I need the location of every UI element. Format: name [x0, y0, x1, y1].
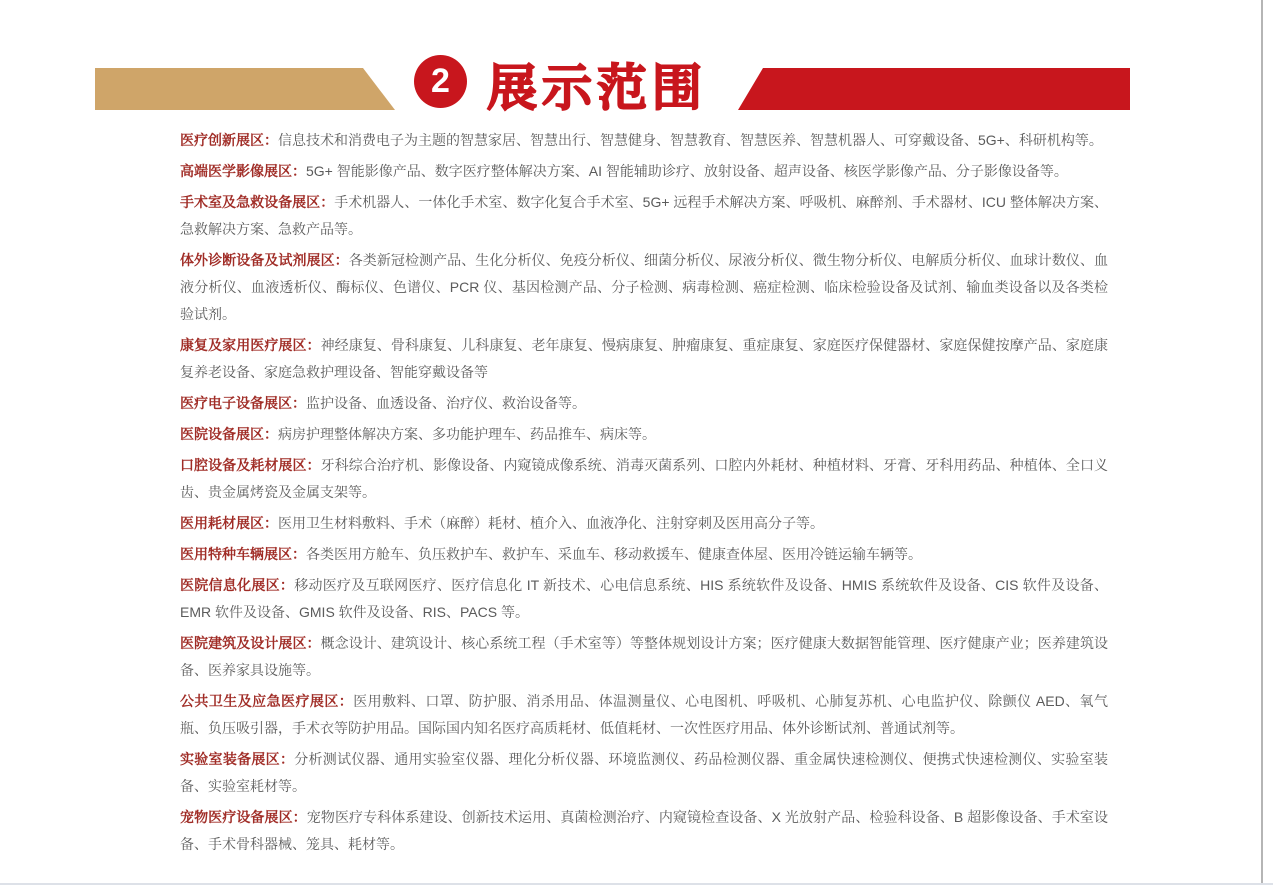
section-banner — [0, 0, 1273, 120]
zone-label: 公共卫生及应急医疗展区： — [180, 693, 354, 709]
zone-label: 手术室及急救设备展区： — [180, 194, 335, 210]
zone-label: 康复及家用医疗展区： — [180, 337, 321, 353]
zone-label: 医疗电子设备展区： — [180, 395, 306, 411]
zone-description: 手术机器人、一体化手术室、数字化复合手术室、5G+ 远程手术解决方案、呼吸机、麻醉剂、手术器材、ICU 整体解决方案、急救解决方案、急救产品等。 — [180, 194, 1108, 237]
zone-label: 医院设备展区： — [180, 426, 278, 442]
zone-item — [180, 247, 1108, 328]
zone-item — [180, 452, 1108, 506]
section-title: 展示范围 — [487, 60, 707, 116]
zone-label: 宠物医疗设备展区： — [180, 809, 307, 825]
zone-item — [180, 572, 1108, 626]
zone-description: 病房护理整体解决方案、多功能护理车、药品推车、病床等。 — [278, 426, 656, 442]
zone-label: 医疗创新展区： — [180, 132, 278, 148]
zone-description: 信息技术和消费电子为主题的智慧家居、智慧出行、智慧健身、智慧教育、智慧医养、智慧机器人、可穿戴设备、5G+、科研机构等。 — [278, 132, 1103, 148]
zone-item — [180, 189, 1108, 243]
zone-item — [180, 158, 1108, 185]
zone-label: 实验室装备展区： — [180, 751, 295, 767]
zone-item — [180, 746, 1108, 800]
zone-description: 牙科综合治疗机、影像设备、内窥镜成像系统、消毒灭菌系列、口腔内外耗材、种植材料、牙膏、牙科用药品、种植体、全口义齿、贵金属烤瓷及金属支架等。 — [180, 457, 1109, 500]
zone-label: 医用耗材展区： — [180, 515, 278, 531]
section-number: 2 — [431, 62, 450, 100]
zone-item — [180, 390, 1108, 417]
page-right-edge-line — [1261, 0, 1263, 885]
zone-description: 医用卫生材料敷料、手术（麻醉）耗材、植介入、血液净化、注射穿刺及医用高分子等。 — [278, 515, 824, 531]
tan-banner-shape — [95, 68, 395, 110]
zone-item — [180, 804, 1108, 858]
zone-description: 监护设备、血透设备、治疗仪、救治设备等。 — [306, 395, 586, 411]
zone-item — [180, 630, 1108, 684]
zone-label: 医用特种车辆展区： — [180, 546, 306, 562]
zone-item — [180, 127, 1108, 154]
zone-description: 医用敷料、口罩、防护服、消杀用品、体温测量仪、心电图机、呼吸机、心肺复苏机、心电监护仪、除颤仪 AED、氧气瓶、负压吸引器，手术衣等防护用品。国际国内知名医疗高质耗材、低值耗材、一次性医疗用品、体外诊断试剂、普通试剂等。 — [180, 693, 1108, 736]
zone-description: 各类医用方舱车、负压救护车、救护车、采血车、移动救援车、健康查体屋、医用冷链运输车辆等。 — [306, 546, 922, 562]
zone-label: 医院信息化展区： — [180, 577, 295, 593]
section-number-badge — [414, 55, 467, 108]
zone-item — [180, 510, 1108, 537]
zone-item — [180, 541, 1108, 568]
zone-item — [180, 688, 1108, 742]
zone-description: 移动医疗及互联网医疗、医疗信息化 IT 新技术、心电信息系统、HIS 系统软件及设备、HMIS 系统软件及设备、CIS 软件及设备、EMR 软件及设备、GMIS 软件及设备、RIS、PACS 等。 — [180, 577, 1109, 620]
zone-item — [180, 332, 1108, 386]
zone-description: 宠物医疗专科体系建设、创新技术运用、真菌检测治疗、内窥镜检查设备、X 光放射产品、检验科设备、B 超影像设备、手术室设备、手术骨科器械、笼具、耗材等。 — [180, 809, 1109, 852]
red-banner-shape — [738, 68, 1130, 110]
zone-description: 分析测试仪器、通用实验室仪器、理化分析仪器、环境监测仪、药品检测仪器、重金属快速检测仪、便携式快速检测仪、实验室装备、实验室耗材等。 — [180, 751, 1108, 794]
zone-description: 概念设计、建筑设计、核心系统工程（手术室等）等整体规划设计方案；医疗健康大数据智能管理、医疗健康产业；医养建筑设备、医养家具设施等。 — [180, 635, 1109, 678]
zone-label: 口腔设备及耗材展区： — [180, 457, 321, 473]
zone-description: 各类新冠检测产品、生化分析仪、免疫分析仪、细菌分析仪、尿液分析仪、微生物分析仪、电解质分析仪、血球计数仪、血液分析仪、血液透析仪、酶标仪、色谱仪、PCR 仪、基因检测产品、分子检测、病毒检测、癌症检测、临床检验设备及试剂、输血类设备以及各类检验试剂。 — [180, 252, 1109, 322]
zone-label: 高端医学影像展区： — [180, 163, 306, 179]
zone-description: 神经康复、骨科康复、儿科康复、老年康复、慢病康复、肿瘤康复、重症康复、家庭医疗保健器材、家庭保健按摩产品、家庭康复养老设备、家庭急救护理设备、智能穿戴设备等 — [180, 337, 1109, 380]
zone-label: 体外诊断设备及试剂展区： — [180, 252, 349, 268]
zone-label: 医院建筑及设计展区： — [180, 635, 321, 651]
zone-item — [180, 421, 1108, 448]
zone-list — [180, 127, 1108, 862]
zone-description: 5G+ 智能影像产品、数字医疗整体解决方案、AI 智能辅助诊疗、放射设备、超声设备、核医学影像产品、分子影像设备等。 — [306, 163, 1068, 179]
